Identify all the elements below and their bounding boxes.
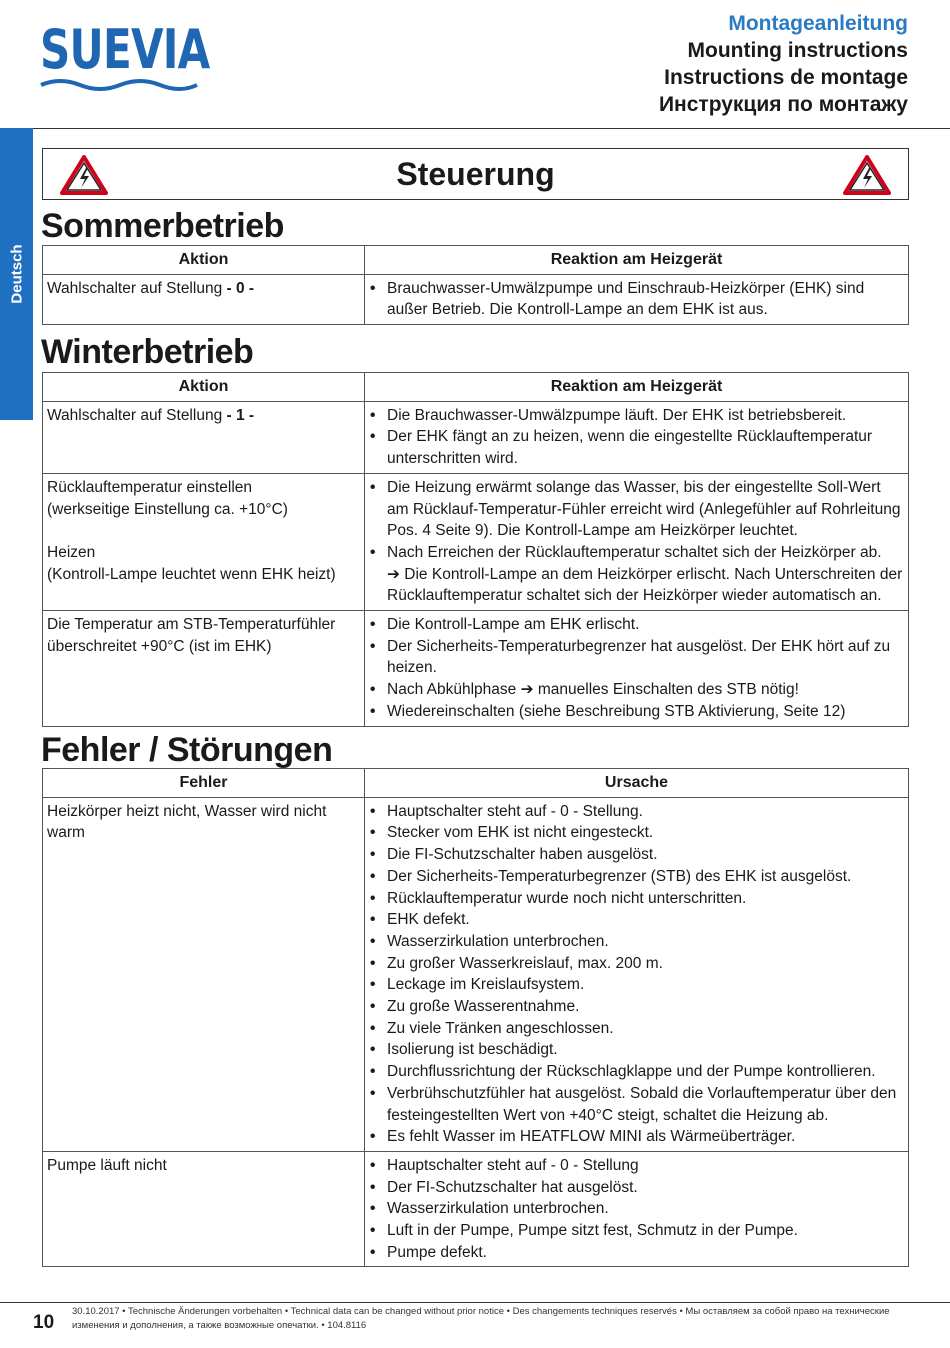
language-tab [0,128,33,420]
list-item: • Der FI-Schutzschalter hat ausgelöst. [387,1177,904,1199]
list-item: • Wiedereinschalten (siehe Beschreibung STB Aktivierung, Seite 12) [387,701,904,723]
fehler-heading: Fehler / Störungen [41,731,333,769]
table-header-row [43,769,909,798]
action-cell: Die Temperatur am STB-Temperaturfühler überschreitet +90°C (ist im EHK) [43,611,365,727]
list-item: • Der Sicherheits-Temperaturbegrenzer (STB) des EHK ist ausgelöst. [387,866,904,888]
list-item: • Die Kontroll-Lampe am EHK erlischt. [387,614,904,636]
reaction-cell [365,611,909,727]
list-item: • Verbrühschutzfühler hat ausgelöst. Sobald die Vorlauftemperatur über den festeingestellten Wert von +40°C steigt, schaltet die Heizung ab. [387,1083,904,1126]
reaction-cell [365,401,909,473]
column-header: Aktion [43,246,365,275]
list-item: • EHK defekt. [387,909,904,931]
list-item: • Leckage im Kreislaufsystem. [387,974,904,996]
list-item: • Es fehlt Wasser im HEATFLOW MINI als Wärmeüberträger. [387,1126,904,1148]
title-ru: Инструкция по монтажу [658,93,908,116]
sommer-heading: Sommerbetrieb [41,207,284,245]
table-header-row [43,246,909,275]
main-title: Steuerung [396,156,555,192]
winter-heading: Winterbetrieb [41,333,254,371]
cause-cell [365,797,909,1151]
table-row [43,611,909,727]
list-item: • Hauptschalter steht auf - 0 - Stellung. [387,801,904,823]
column-header: Fehler [43,769,365,798]
action-cell: Wahlschalter auf Stellung - 1 - [43,401,365,473]
list-item: • Durchflussrichtung der Rückschlagklappe und der Pumpe kontrollieren. [387,1061,904,1083]
list-item: • Pumpe defekt. [387,1242,904,1264]
table-row [43,473,909,610]
list-item: ➔ Die Kontroll-Lampe an dem Heizkörper erlischt. Nach Unterschreiten der Rücklauftemperatur schaltet sich der Heizkörper wieder automatisch an. [387,565,903,605]
winter-table [42,372,909,727]
language-tab-label: Deutsch [8,244,25,304]
document-titles [659,10,908,118]
list-item: • Isolierung ist beschädigt. [387,1039,904,1061]
column-header: Reaktion am Heizgerät [365,373,909,402]
action-cell: Rücklauftemperatur einstellen (werkseitige Einstellung ca. +10°C) Heizen (Kontroll-Lampe leuchtet wenn EHK heizt) [43,473,365,610]
footer-divider [0,1302,950,1303]
header-divider [0,128,950,129]
fault-cell: Heizkörper heizt nicht, Wasser wird nicht warm [43,797,365,1151]
list-item: • Die Brauchwasser-Umwälzpumpe läuft. Der EHK ist betriebsbereit. [387,405,904,427]
footer-notice: 30.10.2017 • Technische Änderungen vorbehalten • Technical data can be changed without prior notice • Des changements techniques reservés • Мы оставляем за собой право на технические изменения и дополнения, а также возможные опечатки. • 104.8116 [72,1306,890,1331]
list-item: • Hauptschalter steht auf - 0 - Stellung [387,1155,904,1177]
fehler-table [42,768,909,1267]
column-header: Reaktion am Heizgerät [365,246,909,275]
list-item: • Der EHK fängt an zu heizen, wenn die eingestellte Rücklauftemperatur unterschritten wird. [387,426,904,469]
suevia-logo [40,20,257,92]
section-title-box [42,148,909,200]
column-header: Aktion [43,373,365,402]
list-item: • Luft in der Pumpe, Pumpe sitzt fest, Schmutz in der Pumpe. [387,1220,904,1242]
list-item: • Brauchwasser-Umwälzpumpe und Einschraub-Heizkörper (EHK) sind außer Betrieb. Die Kontroll-Lampe an dem EHK ist aus. [387,278,904,321]
list-item: • Stecker vom EHK ist nicht eingesteckt. [387,822,904,844]
list-item: • Die FI-Schutzschalter haben ausgelöst. [387,844,904,866]
cause-cell [365,1151,909,1267]
action-cell: Wahlschalter auf Stellung - 0 - [43,274,365,324]
list-item: • Nach Erreichen der Rücklauftemperatur schaltet sich der Heizkörper ab. [387,542,904,564]
fault-cell: Pumpe läuft nicht [43,1151,365,1267]
table-header-row [43,373,909,402]
title-fr: Instructions de montage [664,66,908,89]
column-header: Ursache [365,769,909,798]
list-item: • Zu viele Tränken angeschlossen. [387,1018,904,1040]
electric-warning-icon [842,154,892,196]
title-en: Mounting instructions [687,39,908,62]
list-item: • Nach Abkühlphase ➔ manuelles Einschalten des STB nötig! [387,679,904,701]
list-item: • Zu großer Wasserkreislauf, max. 200 m. [387,953,904,975]
table-row [43,1151,909,1267]
list-item: • Rücklauftemperatur wurde noch nicht unterschritten. [387,888,904,910]
table-row [43,274,909,324]
table-row [43,797,909,1151]
list-item: • Wasserzirkulation unterbrochen. [387,931,904,953]
logo-text: SUEVIA [40,18,210,81]
reaction-cell [365,274,909,324]
reaction-cell [365,473,909,610]
page-number: 10 [33,1312,55,1333]
sommer-table [42,245,909,325]
list-item: • Die Heizung erwärmt solange das Wasser, bis der eingestellte Soll-Wert am Rücklauf-Temperatur-Fühler erreicht wird (Anlegefühler auf Rohrleitung Pos. 4 Seite 9). Die Kontroll-Lampe am Heizkörper leuchtet. [387,477,904,542]
list-item: • Wasserzirkulation unterbrochen. [387,1198,904,1220]
title-de: Montageanleitung [728,12,908,35]
table-row [43,401,909,473]
list-item: • Zu große Wasserentnahme. [387,996,904,1018]
list-item: • Der Sicherheits-Temperaturbegrenzer hat ausgelöst. Der EHK hört auf zu heizen. [387,636,904,679]
